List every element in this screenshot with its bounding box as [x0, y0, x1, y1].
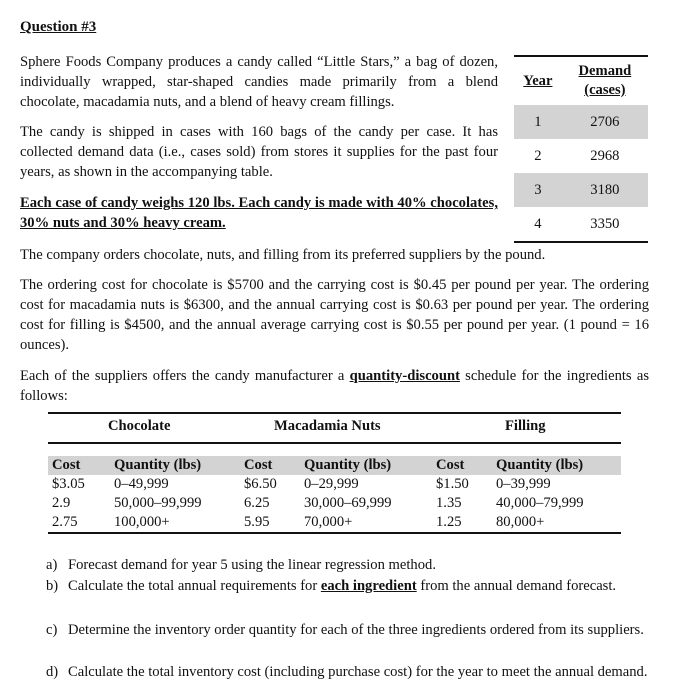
each-ingredient-term: each ingredient: [320, 578, 417, 594]
question-a: a) Forecast demand for year 5 using the linear regression method.: [46, 557, 436, 573]
discount-group-macadamia: Macadamia Nuts: [274, 418, 381, 434]
discount-row: 2.75 100,000+ 5.95 70,000+ 1.25 80,000+: [48, 513, 621, 533]
discount-table-top-rule: [48, 412, 621, 414]
demand-table: [514, 55, 648, 243]
discount-table-header-rule: [48, 442, 621, 444]
question-d: d) Calculate the total inventory cost (including purchase cost) for the year to meet the annual demand.: [46, 664, 648, 680]
quantity-discount-term: quantity-discount: [349, 368, 460, 384]
discount-group-chocolate: Chocolate: [108, 418, 171, 434]
demand-row: 4 3350: [514, 207, 648, 242]
question-c: c) Determine the inventory order quantity for each of the three ingredients ordered from its suppliers.: [46, 622, 644, 638]
body-paragraph-suppliers: The company orders chocolate, nuts, and filling from its preferred suppliers by the pound.: [20, 247, 546, 263]
discount-table-header-row: Cost Quantity (lbs) Cost Quantity (lbs) Cost Quantity (lbs): [48, 456, 621, 475]
demand-table-year-header: Year: [514, 56, 562, 105]
body-paragraph-discount: Each of the suppliers offers the candy manufacturer a quantity-discount schedule for the ingredients as follows:: [20, 368, 649, 404]
intro-paragraph-1: Sphere Foods Company produces a candy called “Little Stars,” a bag of dozen, individually wrapped, star-shaped candies made primarily from a blend chocolate, macadamia nuts, and a blend of heavy cream fillings.: [20, 54, 498, 110]
discount-row: $3.05 0–49,999 $6.50 0–29,999 $1.50 0–39,999: [52, 476, 551, 492]
discount-row: 2.9 50,000–99,999 6.25 30,000–69,999 1.35 40,000–79,999: [52, 495, 584, 511]
intro-paragraph-2: The candy is shipped in cases with 160 bags of the candy per case. It has collected demand data (i.e., cases sold) from stores it supplies for the past four years, as shown in the accompanying table.: [20, 124, 498, 180]
demand-row: 3 3180: [514, 173, 648, 207]
discount-table: [48, 456, 621, 534]
intro-paragraph-3: Each case of candy weighs 120 lbs. Each candy is made with 40% chocolates, 30% nuts and 30% heavy cream.: [20, 195, 498, 231]
question-b: b) Calculate the total annual requirements for each ingredient from the annual demand forecast.: [46, 578, 617, 594]
demand-table-demand-header: Demand (cases): [562, 56, 648, 105]
body-paragraph-costs: The ordering cost for chocolate is $5700 and the carrying cost is $0.45 per pound per year. The ordering cost for macadamia nuts is $6300, and the annual carrying cost is $0.63 per pound per year. The ordering cost for filling is $4500, and the annual average carrying cost is $0.55 per pound per year. (1 pound = 16 ounces).: [20, 277, 649, 353]
question-title: Question #3: [20, 19, 97, 35]
discount-group-filling: Filling: [505, 418, 546, 434]
demand-row: 1 2706: [514, 105, 648, 139]
demand-row: 2 2968: [534, 147, 620, 164]
